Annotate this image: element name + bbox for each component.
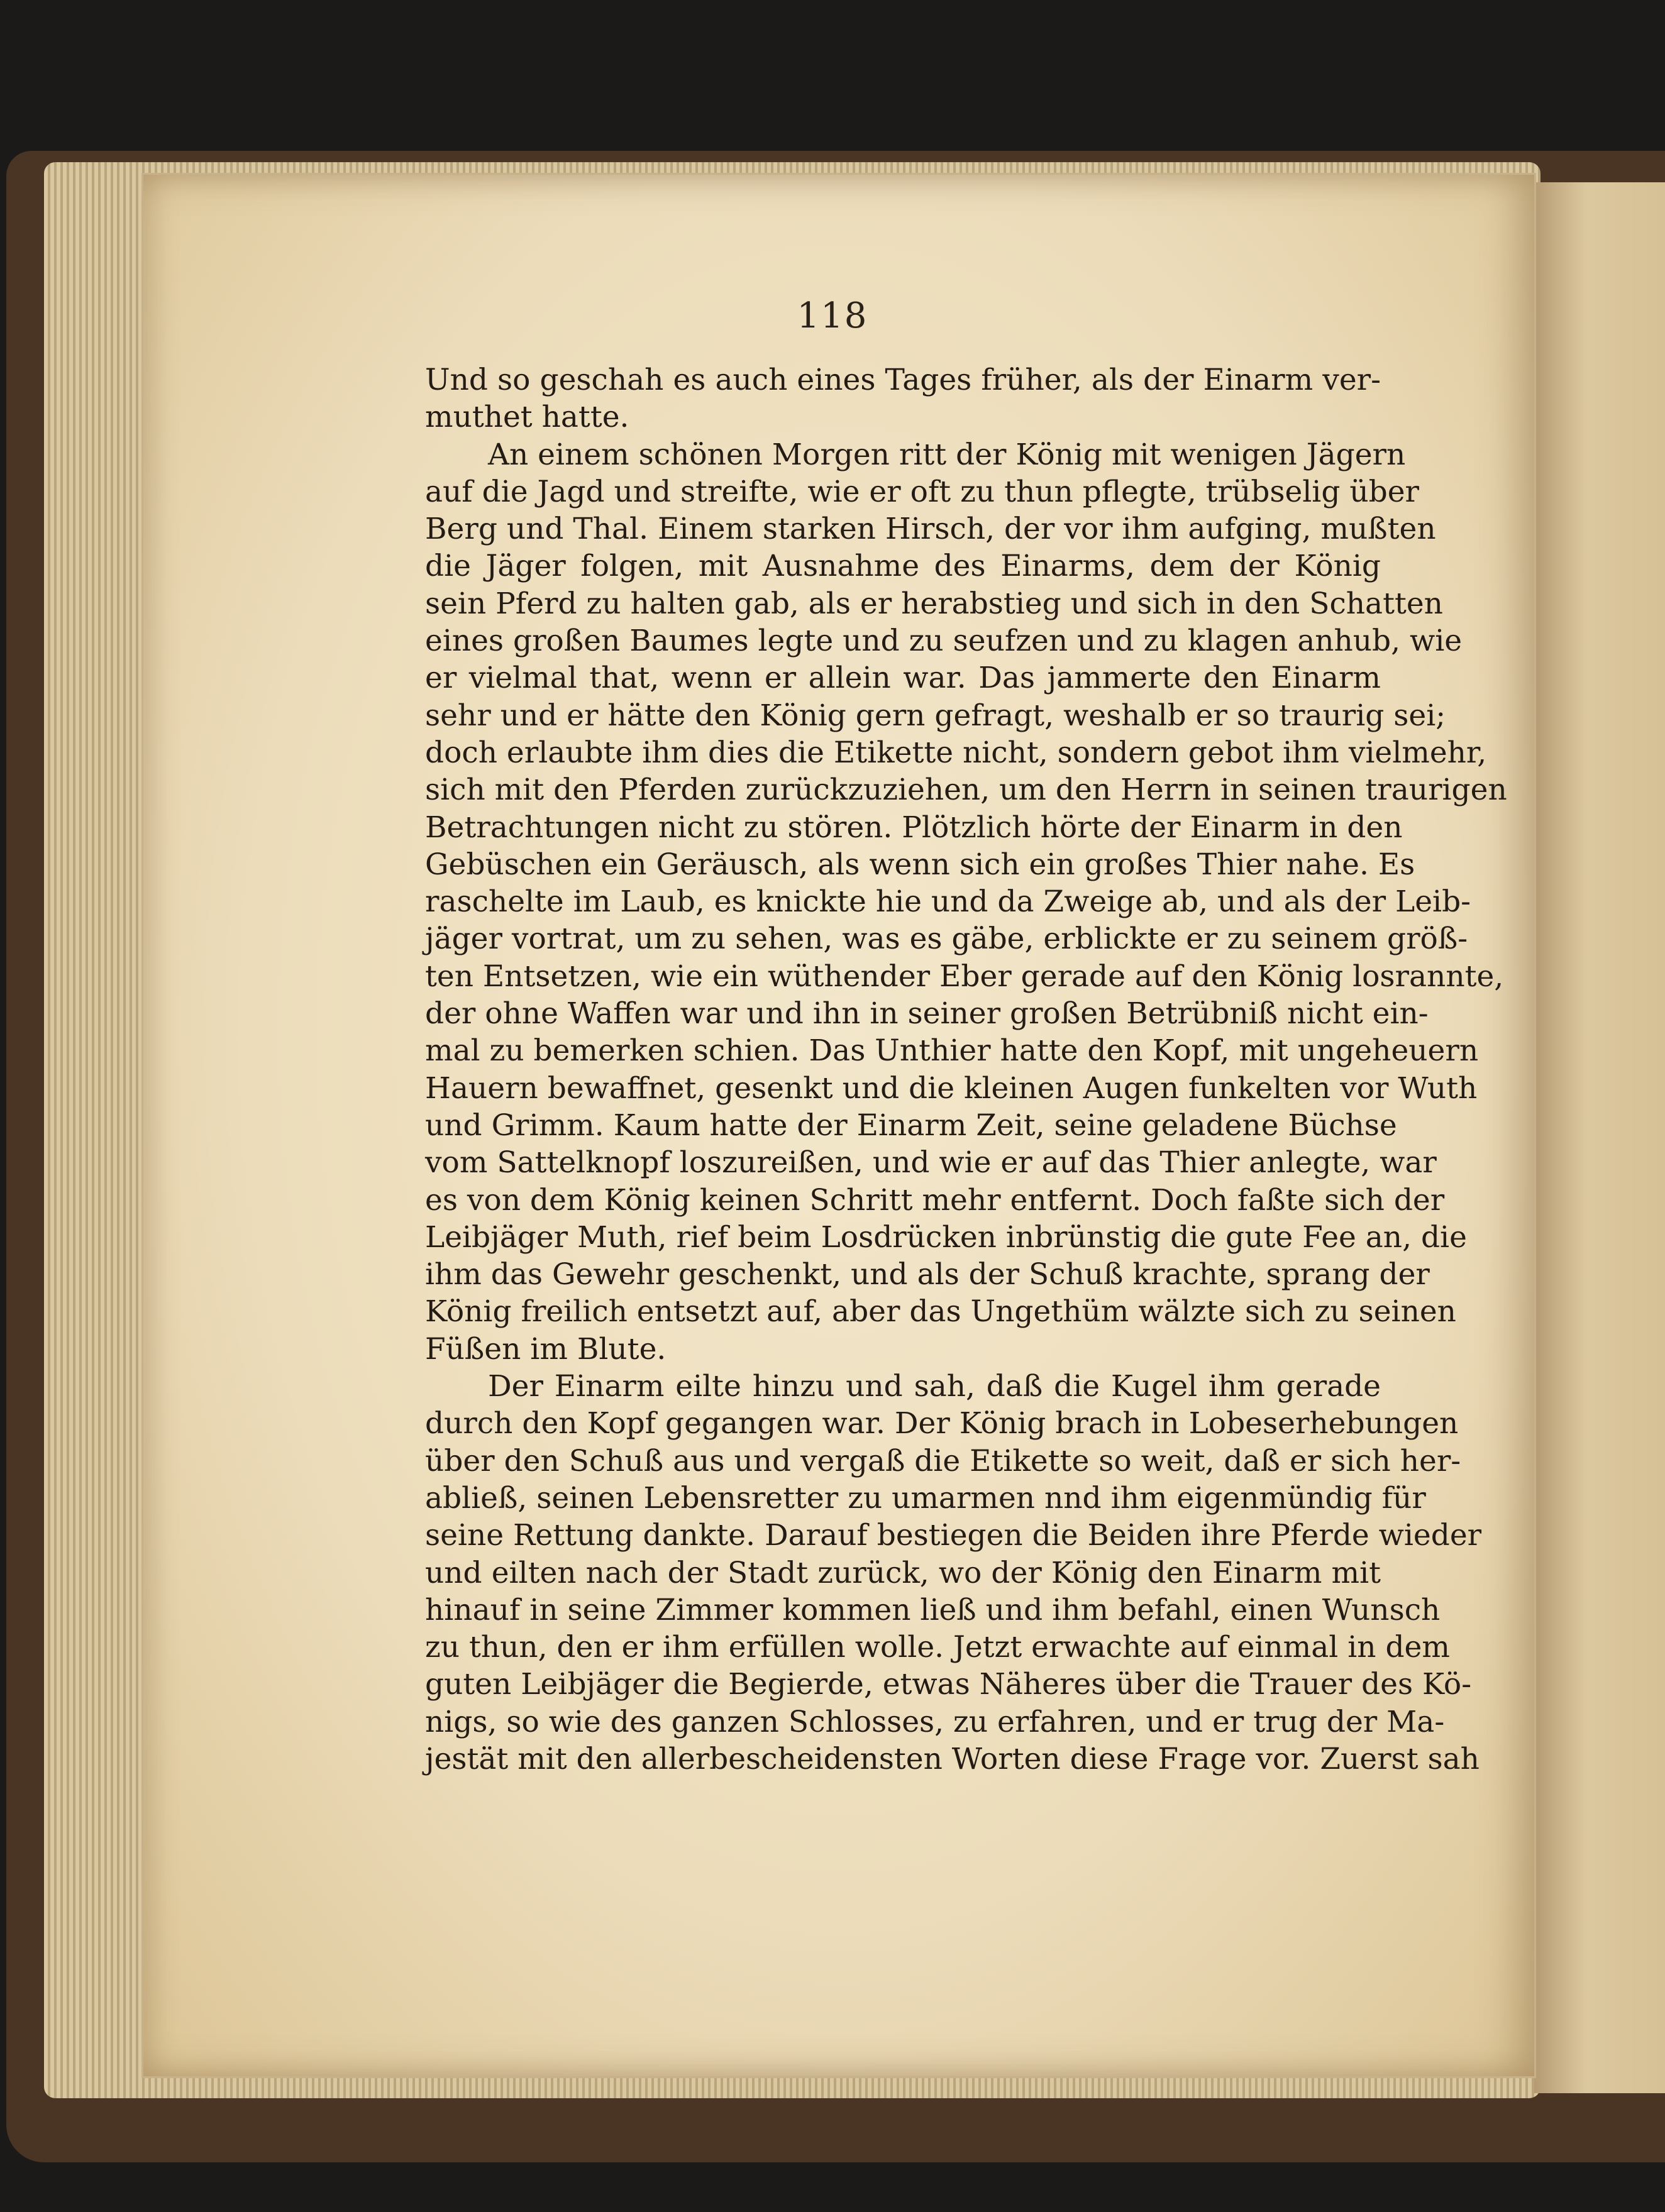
text-line: hinauf in seine Zimmer kommen ließ und ihm befahl, einen Wunsch [425, 1592, 1441, 1627]
page-number: 118 [797, 295, 868, 336]
text-line: raschelte im Laub, es knickte hie und da Zweige ab, und als der Leib- [425, 884, 1471, 920]
text-line: König freilich entsetzt auf, aber das Ungethüm wälzte sich zu seinen [425, 1294, 1456, 1329]
text-line: mal zu bemerken schien. Das Unthier hatte den Kopf, mit ungeheuern [425, 1033, 1479, 1069]
text-line: abließ, seinen Lebensretter zu umarmen nnd ihm eigenmündig für [425, 1480, 1426, 1516]
text-line: Gebüschen ein Geräusch, als wenn sich ein großes Thier nahe. Es [425, 847, 1415, 882]
text-line: jäger vortrat, um zu sehen, was es gäbe, erblickte er zu seinem größ- [425, 922, 1468, 957]
text-line: guten Leibjäger die Begierde, etwas Näheres über die Trauer des Kö- [425, 1667, 1472, 1702]
facing-page-edge [1534, 182, 1665, 2093]
text-line: ihm das Gewehr geschenkt, und als der Schuß krachte, sprang der [425, 1257, 1430, 1292]
text-line: jestät mit den allerbescheidensten Worten diese Frage vor. Zuerst sah [425, 1741, 1480, 1776]
text-line: zu thun, den er ihm erfüllen wolle. Jetzt erwachte auf einmal in dem [425, 1630, 1450, 1665]
text-line: Füßen im Blute. [425, 1331, 667, 1367]
text-line: ten Entsetzen, wie ein wüthender Eber gerade auf den König losrannte, [425, 959, 1504, 994]
text-line: durch den Kopf gegangen war. Der König brach in Lobeserhebungen [425, 1406, 1459, 1441]
text-line: der ohne Waffen war und ihn in seiner großen Betrübniß nicht ein- [425, 996, 1429, 1032]
text-line: An einem schönen Morgen ritt der König mit wenigen Jägern [488, 437, 1406, 472]
text-line: doch erlaubte ihm dies die Etikette nicht, sondern gebot ihm vielmehr, [425, 735, 1487, 770]
text-line: Und so geschah es auch eines Tages früher, als der Einarm ver- [425, 363, 1381, 397]
text-line: auf die Jagd und streifte, wie er oft zu thun pflegte, trübselig über [425, 474, 1419, 509]
text-line: und eilten nach der Stadt zurück, wo der König den Einarm mit [425, 1555, 1381, 1590]
text-line: muthet hatte. [425, 400, 629, 435]
text-line: sehr und er hätte den König gern gefragt, weshalb er so traurig sei; [425, 698, 1446, 733]
text-line: Betrachtungen nicht zu stören. Plötzlich hörte der Einarm in den [425, 810, 1403, 845]
body-text [425, 361, 1507, 1778]
text-line: nigs, so wie des ganzen Schlosses, zu erfahren, und er trug der Ma- [425, 1704, 1445, 1739]
text-line: sich mit den Pferden zurückzuziehen, um den Herrn in seinen traurigen [425, 773, 1507, 808]
text-line: Leibjäger Muth, rief beim Losdrücken inbrünstig die gute Fee an, die [425, 1219, 1467, 1255]
text-line: die Jäger folgen, mit Ausnahme des Einarms, dem der König [425, 549, 1381, 584]
text-line: es von dem König keinen Schritt mehr entfernt. Doch faßte sich der [425, 1182, 1445, 1218]
text-line: er vielmal that, wenn er allein war. Das jammerte den Einarm [425, 661, 1381, 696]
text-line: Berg und Thal. Einem starken Hirsch, der vor ihm aufging, mußten [425, 512, 1436, 547]
text-line: sein Pferd zu halten gab, als er herabstieg und sich in den Schatten [425, 586, 1443, 621]
text-line: seine Rettung dankte. Darauf bestiegen die Beiden ihre Pferde wieder [425, 1518, 1482, 1553]
text-line: Der Einarm eilte hinzu und sah, daß die Kugel ihm gerade [488, 1369, 1381, 1404]
text-line: vom Sattelknopf loszureißen, und wie er auf das Thier anlegte, war [425, 1145, 1437, 1180]
text-line: eines großen Baumes legte und zu seufzen und zu klagen anhub, wie [425, 624, 1463, 659]
text-line: über den Schuß aus und vergaß die Etikette so weit, daß er sich her- [425, 1443, 1461, 1478]
text-line: und Grimm. Kaum hatte der Einarm Zeit, seine geladene Büchse [425, 1108, 1397, 1143]
text-line: Hauern bewaffnet, gesenkt und die kleinen Augen funkelten vor Wuth [425, 1070, 1478, 1106]
